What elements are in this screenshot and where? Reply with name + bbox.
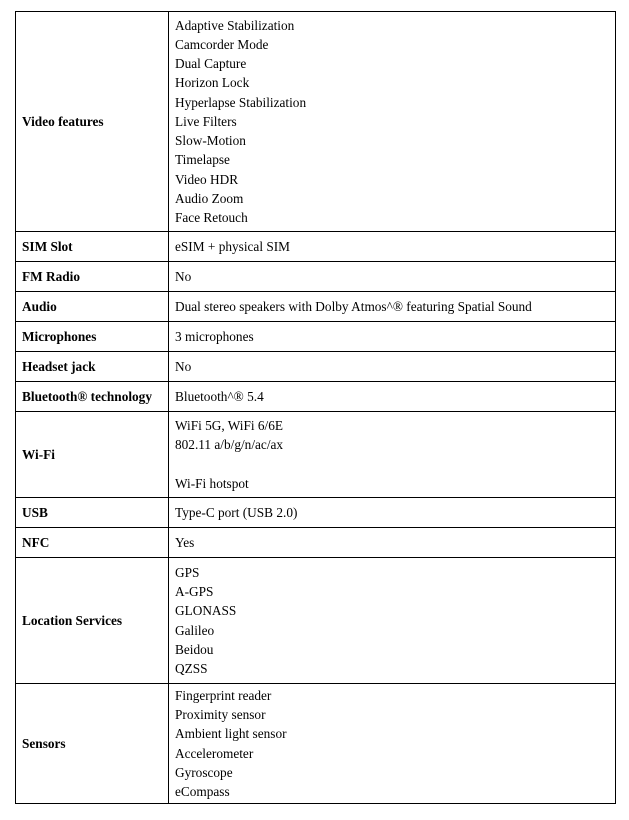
row-value <box>169 322 616 352</box>
value-line: Bluetooth^® 5.4 <box>175 388 264 404</box>
row-label: Wi-Fi <box>16 412 169 498</box>
table-row <box>16 352 616 382</box>
row-label: Bluetooth® technology <box>16 382 169 412</box>
value-line: Type-C port (USB 2.0) <box>175 504 298 520</box>
row-label: FM Radio <box>16 262 169 292</box>
value-line: Dual Capture <box>175 56 247 72</box>
value-line: Live Filters <box>175 113 237 129</box>
value-line: Beidou <box>175 641 214 657</box>
row-label: SIM Slot <box>16 232 169 262</box>
table-row <box>16 382 616 412</box>
row-value <box>169 352 616 382</box>
value-line: Proximity sensor <box>175 707 266 723</box>
table-row <box>16 498 616 528</box>
spec-table-body <box>16 12 616 804</box>
value-line: Horizon Lock <box>175 75 250 91</box>
value-line: No <box>175 268 192 284</box>
row-value <box>169 412 616 498</box>
value-line: Video HDR <box>175 171 239 187</box>
value-line: Audio Zoom <box>175 190 244 206</box>
row-label: Sensors <box>16 684 169 804</box>
value-line: Face Retouch <box>175 209 248 225</box>
value-line: Accelerometer <box>175 745 254 761</box>
table-row <box>16 12 616 232</box>
table-row <box>16 558 616 684</box>
value-line: 3 microphones <box>175 328 254 344</box>
row-value <box>169 292 616 322</box>
value-line: Timelapse <box>175 152 230 168</box>
value-line: QZSS <box>175 660 208 676</box>
value-line: Dual stereo speakers with Dolby Atmos^® featuring Spatial Sound <box>175 298 532 314</box>
row-label: Video features <box>16 12 169 232</box>
value-line: GLONASS <box>175 603 237 619</box>
value-line: A-GPS <box>175 584 214 600</box>
value-line: No <box>175 358 192 374</box>
value-line: Hyperlapse Stabilization <box>175 94 307 110</box>
spec-table <box>15 11 616 804</box>
row-label: USB <box>16 498 169 528</box>
value-line: Adaptive Stabilization <box>175 17 295 33</box>
value-line: Camcorder Mode <box>175 37 269 53</box>
table-row <box>16 232 616 262</box>
row-label: Audio <box>16 292 169 322</box>
value-line: GPS <box>175 564 200 580</box>
value-line: Wi-Fi hotspot <box>175 475 249 491</box>
value-line: Ambient light sensor <box>175 726 287 742</box>
row-value <box>169 12 616 232</box>
table-row <box>16 292 616 322</box>
value-line: Slow-Motion <box>175 133 246 149</box>
table-row <box>16 322 616 352</box>
table-row <box>16 412 616 498</box>
row-value <box>169 382 616 412</box>
row-value <box>169 262 616 292</box>
row-value <box>169 684 616 804</box>
value-line: Fingerprint reader <box>175 687 272 703</box>
value-line: 802.11 a/b/g/n/ac/ax <box>175 437 284 453</box>
row-value <box>169 528 616 558</box>
value-line: Yes <box>175 534 195 550</box>
table-row <box>16 684 616 804</box>
table-row <box>16 262 616 292</box>
value-line: Galileo <box>175 622 215 638</box>
value-line: WiFi 5G, WiFi 6/6E <box>175 418 284 434</box>
row-label: Location Services <box>16 558 169 684</box>
row-value <box>169 558 616 684</box>
row-label: Headset jack <box>16 352 169 382</box>
table-row <box>16 528 616 558</box>
row-value <box>169 232 616 262</box>
value-line <box>175 455 609 474</box>
row-label: Microphones <box>16 322 169 352</box>
value-line: eCompass <box>175 783 230 799</box>
value-line: eSIM + physical SIM <box>175 238 290 254</box>
row-label: NFC <box>16 528 169 558</box>
row-value <box>169 498 616 528</box>
value-line: Gyroscope <box>175 764 233 780</box>
